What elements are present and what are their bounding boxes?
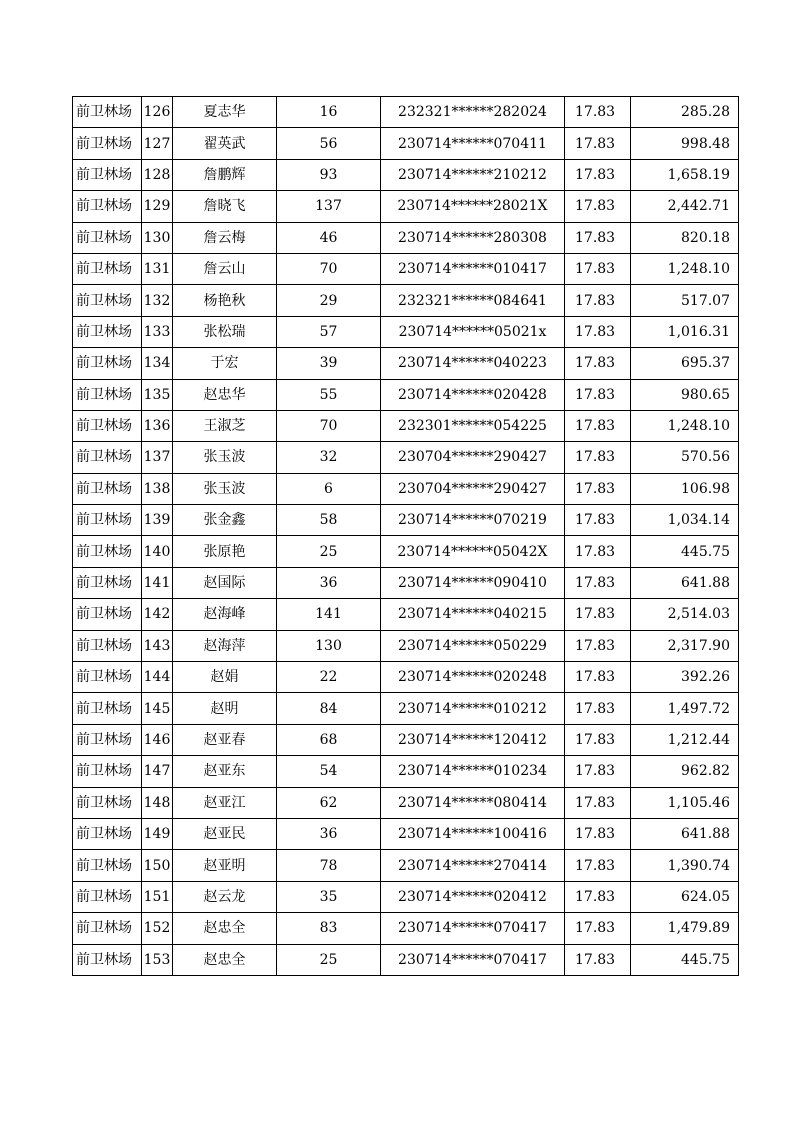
area-cell: 56 xyxy=(277,128,381,159)
subsidy-table xyxy=(72,96,739,976)
unit-price-cell: 17.83 xyxy=(565,536,631,567)
unit-cell: 前卫林场 xyxy=(73,473,142,504)
id-number-cell: 230714******090410 xyxy=(381,567,565,598)
unit-cell: 前卫林场 xyxy=(73,410,142,441)
table-row xyxy=(73,159,739,190)
amount-cell: 1,479.89 xyxy=(631,913,739,944)
area-cell: 93 xyxy=(277,159,381,190)
name-cell: 赵忠全 xyxy=(173,913,277,944)
amount-cell: 517.07 xyxy=(631,285,739,316)
area-cell: 68 xyxy=(277,724,381,755)
row-number-cell: 142 xyxy=(142,599,173,630)
unit-price-cell: 17.83 xyxy=(565,348,631,379)
unit-price-cell: 17.83 xyxy=(565,599,631,630)
id-number-cell: 230704******290427 xyxy=(381,473,565,504)
name-cell: 赵云龙 xyxy=(173,881,277,912)
unit-cell: 前卫林场 xyxy=(73,253,142,284)
row-number-cell: 128 xyxy=(142,159,173,190)
amount-cell: 1,034.14 xyxy=(631,505,739,536)
table-row xyxy=(73,410,739,441)
row-number-cell: 148 xyxy=(142,787,173,818)
id-number-cell: 230714******020412 xyxy=(381,881,565,912)
name-cell: 张玉波 xyxy=(173,442,277,473)
row-number-cell: 153 xyxy=(142,944,173,975)
area-cell: 83 xyxy=(277,913,381,944)
unit-cell: 前卫林场 xyxy=(73,128,142,159)
table-row xyxy=(73,316,739,347)
id-number-cell: 230714******120412 xyxy=(381,724,565,755)
unit-price-cell: 17.83 xyxy=(565,285,631,316)
table-row xyxy=(73,505,739,536)
unit-price-cell: 17.83 xyxy=(565,97,631,128)
table-row xyxy=(73,285,739,316)
name-cell: 赵亚明 xyxy=(173,850,277,881)
id-number-cell: 230714******010212 xyxy=(381,693,565,724)
unit-cell: 前卫林场 xyxy=(73,599,142,630)
row-number-cell: 137 xyxy=(142,442,173,473)
table-row xyxy=(73,536,739,567)
name-cell: 赵海峰 xyxy=(173,599,277,630)
table-row xyxy=(73,473,739,504)
amount-cell: 1,658.19 xyxy=(631,159,739,190)
unit-cell: 前卫林场 xyxy=(73,944,142,975)
table-row xyxy=(73,379,739,410)
unit-cell: 前卫林场 xyxy=(73,693,142,724)
name-cell: 赵明 xyxy=(173,693,277,724)
name-cell: 詹晓飞 xyxy=(173,191,277,222)
row-number-cell: 144 xyxy=(142,662,173,693)
unit-cell: 前卫林场 xyxy=(73,442,142,473)
unit-cell: 前卫林场 xyxy=(73,191,142,222)
unit-price-cell: 17.83 xyxy=(565,881,631,912)
id-number-cell: 230704******290427 xyxy=(381,442,565,473)
row-number-cell: 129 xyxy=(142,191,173,222)
name-cell: 赵忠华 xyxy=(173,379,277,410)
unit-cell: 前卫林场 xyxy=(73,97,142,128)
id-number-cell: 230714******080414 xyxy=(381,787,565,818)
id-number-cell: 230714******05021x xyxy=(381,316,565,347)
id-number-cell: 230714******05042X xyxy=(381,536,565,567)
amount-cell: 392.26 xyxy=(631,662,739,693)
row-number-cell: 138 xyxy=(142,473,173,504)
unit-price-cell: 17.83 xyxy=(565,787,631,818)
name-cell: 于宏 xyxy=(173,348,277,379)
area-cell: 16 xyxy=(277,97,381,128)
unit-cell: 前卫林场 xyxy=(73,348,142,379)
name-cell: 翟英武 xyxy=(173,128,277,159)
table-row xyxy=(73,913,739,944)
row-number-cell: 139 xyxy=(142,505,173,536)
area-cell: 70 xyxy=(277,253,381,284)
amount-cell: 962.82 xyxy=(631,756,739,787)
id-number-cell: 232321******084641 xyxy=(381,285,565,316)
amount-cell: 2,317.90 xyxy=(631,630,739,661)
amount-cell: 1,105.46 xyxy=(631,787,739,818)
name-cell: 张原艳 xyxy=(173,536,277,567)
unit-cell: 前卫林场 xyxy=(73,285,142,316)
unit-price-cell: 17.83 xyxy=(565,693,631,724)
amount-cell: 1,248.10 xyxy=(631,410,739,441)
id-number-cell: 230714******010417 xyxy=(381,253,565,284)
name-cell: 张松瑞 xyxy=(173,316,277,347)
table-row xyxy=(73,630,739,661)
area-cell: 141 xyxy=(277,599,381,630)
name-cell: 夏志华 xyxy=(173,97,277,128)
amount-cell: 695.37 xyxy=(631,348,739,379)
area-cell: 25 xyxy=(277,536,381,567)
unit-cell: 前卫林场 xyxy=(73,881,142,912)
table-row xyxy=(73,944,739,975)
amount-cell: 1,390.74 xyxy=(631,850,739,881)
table-body xyxy=(73,97,739,976)
name-cell: 赵亚春 xyxy=(173,724,277,755)
row-number-cell: 150 xyxy=(142,850,173,881)
name-cell: 赵忠全 xyxy=(173,944,277,975)
unit-cell: 前卫林场 xyxy=(73,316,142,347)
id-number-cell: 230714******210212 xyxy=(381,159,565,190)
unit-cell: 前卫林场 xyxy=(73,159,142,190)
unit-cell: 前卫林场 xyxy=(73,913,142,944)
name-cell: 詹鹏辉 xyxy=(173,159,277,190)
amount-cell: 624.05 xyxy=(631,881,739,912)
id-number-cell: 230714******040223 xyxy=(381,348,565,379)
unit-cell: 前卫林场 xyxy=(73,536,142,567)
id-number-cell: 230714******070417 xyxy=(381,944,565,975)
area-cell: 22 xyxy=(277,662,381,693)
area-cell: 36 xyxy=(277,567,381,598)
id-number-cell: 230714******070417 xyxy=(381,913,565,944)
area-cell: 36 xyxy=(277,818,381,849)
area-cell: 54 xyxy=(277,756,381,787)
unit-price-cell: 17.83 xyxy=(565,253,631,284)
unit-price-cell: 17.83 xyxy=(565,630,631,661)
table-row xyxy=(73,787,739,818)
table-row xyxy=(73,348,739,379)
unit-price-cell: 17.83 xyxy=(565,442,631,473)
row-number-cell: 145 xyxy=(142,693,173,724)
amount-cell: 1,016.31 xyxy=(631,316,739,347)
name-cell: 赵海萍 xyxy=(173,630,277,661)
amount-cell: 641.88 xyxy=(631,567,739,598)
amount-cell: 1,497.72 xyxy=(631,693,739,724)
table-row xyxy=(73,191,739,222)
id-number-cell: 230714******28021X xyxy=(381,191,565,222)
unit-price-cell: 17.83 xyxy=(565,850,631,881)
id-number-cell: 230714******040215 xyxy=(381,599,565,630)
table-row xyxy=(73,693,739,724)
name-cell: 赵国际 xyxy=(173,567,277,598)
area-cell: 25 xyxy=(277,944,381,975)
unit-price-cell: 17.83 xyxy=(565,756,631,787)
unit-price-cell: 17.83 xyxy=(565,473,631,504)
area-cell: 35 xyxy=(277,881,381,912)
row-number-cell: 133 xyxy=(142,316,173,347)
row-number-cell: 143 xyxy=(142,630,173,661)
amount-cell: 106.98 xyxy=(631,473,739,504)
amount-cell: 2,514.03 xyxy=(631,599,739,630)
id-number-cell: 232301******054225 xyxy=(381,410,565,441)
area-cell: 6 xyxy=(277,473,381,504)
unit-price-cell: 17.83 xyxy=(565,410,631,441)
area-cell: 39 xyxy=(277,348,381,379)
row-number-cell: 147 xyxy=(142,756,173,787)
table-row xyxy=(73,128,739,159)
unit-price-cell: 17.83 xyxy=(565,567,631,598)
unit-price-cell: 17.83 xyxy=(565,818,631,849)
id-number-cell: 230714******070411 xyxy=(381,128,565,159)
id-number-cell: 230714******100416 xyxy=(381,818,565,849)
area-cell: 29 xyxy=(277,285,381,316)
unit-cell: 前卫林场 xyxy=(73,505,142,536)
row-number-cell: 131 xyxy=(142,253,173,284)
amount-cell: 285.28 xyxy=(631,97,739,128)
amount-cell: 445.75 xyxy=(631,944,739,975)
name-cell: 赵亚东 xyxy=(173,756,277,787)
unit-cell: 前卫林场 xyxy=(73,222,142,253)
id-number-cell: 232321******282024 xyxy=(381,97,565,128)
row-number-cell: 151 xyxy=(142,881,173,912)
table-row xyxy=(73,442,739,473)
area-cell: 55 xyxy=(277,379,381,410)
area-cell: 84 xyxy=(277,693,381,724)
row-number-cell: 132 xyxy=(142,285,173,316)
name-cell: 詹云山 xyxy=(173,253,277,284)
row-number-cell: 135 xyxy=(142,379,173,410)
table-row xyxy=(73,850,739,881)
unit-cell: 前卫林场 xyxy=(73,567,142,598)
name-cell: 赵亚江 xyxy=(173,787,277,818)
unit-cell: 前卫林场 xyxy=(73,818,142,849)
unit-price-cell: 17.83 xyxy=(565,128,631,159)
id-number-cell: 230714******020428 xyxy=(381,379,565,410)
amount-cell: 445.75 xyxy=(631,536,739,567)
unit-price-cell: 17.83 xyxy=(565,159,631,190)
row-number-cell: 134 xyxy=(142,348,173,379)
area-cell: 137 xyxy=(277,191,381,222)
name-cell: 张玉波 xyxy=(173,473,277,504)
name-cell: 詹云梅 xyxy=(173,222,277,253)
table-row xyxy=(73,97,739,128)
amount-cell: 998.48 xyxy=(631,128,739,159)
amount-cell: 1,248.10 xyxy=(631,253,739,284)
row-number-cell: 136 xyxy=(142,410,173,441)
unit-price-cell: 17.83 xyxy=(565,662,631,693)
unit-price-cell: 17.83 xyxy=(565,505,631,536)
table-row xyxy=(73,818,739,849)
row-number-cell: 130 xyxy=(142,222,173,253)
table-row xyxy=(73,222,739,253)
name-cell: 赵亚民 xyxy=(173,818,277,849)
row-number-cell: 141 xyxy=(142,567,173,598)
amount-cell: 820.18 xyxy=(631,222,739,253)
area-cell: 62 xyxy=(277,787,381,818)
name-cell: 王淑芝 xyxy=(173,410,277,441)
row-number-cell: 140 xyxy=(142,536,173,567)
unit-price-cell: 17.83 xyxy=(565,379,631,410)
table-row xyxy=(73,253,739,284)
unit-price-cell: 17.83 xyxy=(565,944,631,975)
area-cell: 57 xyxy=(277,316,381,347)
row-number-cell: 127 xyxy=(142,128,173,159)
id-number-cell: 230714******070219 xyxy=(381,505,565,536)
row-number-cell: 146 xyxy=(142,724,173,755)
id-number-cell: 230714******010234 xyxy=(381,756,565,787)
unit-price-cell: 17.83 xyxy=(565,191,631,222)
id-number-cell: 230714******020248 xyxy=(381,662,565,693)
amount-cell: 2,442.71 xyxy=(631,191,739,222)
id-number-cell: 230714******270414 xyxy=(381,850,565,881)
unit-price-cell: 17.83 xyxy=(565,724,631,755)
table-row xyxy=(73,724,739,755)
row-number-cell: 152 xyxy=(142,913,173,944)
area-cell: 78 xyxy=(277,850,381,881)
unit-cell: 前卫林场 xyxy=(73,662,142,693)
table-row xyxy=(73,756,739,787)
amount-cell: 641.88 xyxy=(631,818,739,849)
amount-cell: 1,212.44 xyxy=(631,724,739,755)
unit-cell: 前卫林场 xyxy=(73,850,142,881)
unit-price-cell: 17.83 xyxy=(565,222,631,253)
area-cell: 70 xyxy=(277,410,381,441)
area-cell: 130 xyxy=(277,630,381,661)
name-cell: 杨艳秋 xyxy=(173,285,277,316)
id-number-cell: 230714******280308 xyxy=(381,222,565,253)
area-cell: 32 xyxy=(277,442,381,473)
area-cell: 46 xyxy=(277,222,381,253)
amount-cell: 980.65 xyxy=(631,379,739,410)
name-cell: 赵娟 xyxy=(173,662,277,693)
area-cell: 58 xyxy=(277,505,381,536)
unit-cell: 前卫林场 xyxy=(73,379,142,410)
unit-price-cell: 17.83 xyxy=(565,913,631,944)
table-row xyxy=(73,881,739,912)
table-row xyxy=(73,599,739,630)
amount-cell: 570.56 xyxy=(631,442,739,473)
table-row xyxy=(73,567,739,598)
id-number-cell: 230714******050229 xyxy=(381,630,565,661)
table-row xyxy=(73,662,739,693)
unit-cell: 前卫林场 xyxy=(73,724,142,755)
name-cell: 张金鑫 xyxy=(173,505,277,536)
row-number-cell: 126 xyxy=(142,97,173,128)
unit-cell: 前卫林场 xyxy=(73,756,142,787)
unit-cell: 前卫林场 xyxy=(73,630,142,661)
unit-price-cell: 17.83 xyxy=(565,316,631,347)
row-number-cell: 149 xyxy=(142,818,173,849)
unit-cell: 前卫林场 xyxy=(73,787,142,818)
